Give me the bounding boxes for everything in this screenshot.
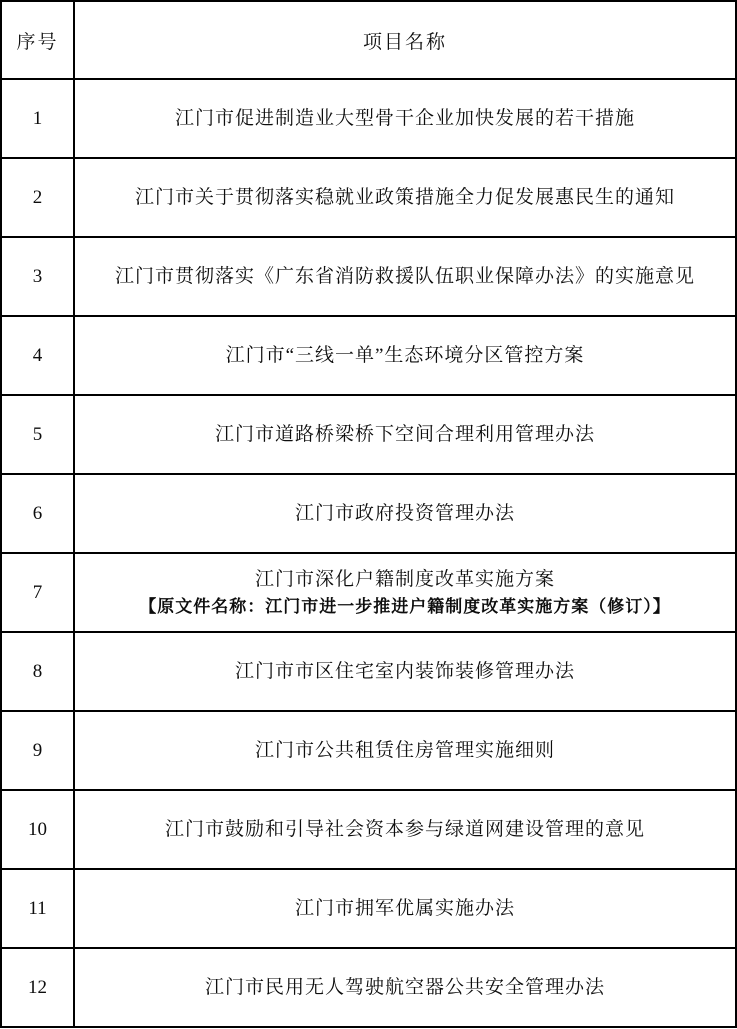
row-number-cell: 9 (1, 711, 74, 790)
project-name-cell (74, 395, 736, 474)
project-title: 江门市公共租赁住房管理实施细则 (254, 739, 555, 761)
row-number-cell: 11 (1, 869, 74, 948)
project-name-cell (74, 474, 736, 553)
project-title: 江门市民用无人驾驶航空器公共安全管理办法 (204, 976, 605, 998)
table-row (1, 869, 736, 948)
project-title: 江门市深化户籍制度改革实施方案 (254, 569, 555, 591)
project-title: 江门市市区住宅室内装饰装修管理办法 (234, 660, 575, 682)
project-name-cell (74, 869, 736, 948)
project-subtitle: 【原文件名称：江门市进一步推进户籍制度改革实施方案（修订）】 (139, 596, 671, 616)
header-serial-number: 序号 (1, 1, 74, 79)
header-project-name: 项目名称 (74, 1, 736, 79)
row-number-cell: 12 (1, 948, 74, 1027)
table-row (1, 158, 736, 237)
table-row (1, 316, 736, 395)
project-name-cell (74, 632, 736, 711)
project-title: 江门市促进制造业大型骨干企业加快发展的若干措施 (174, 107, 635, 129)
project-title: 江门市贯彻落实《广东省消防救援队伍职业保障办法》的实施意见 (114, 265, 695, 287)
table-row (1, 790, 736, 869)
project-name-cell (74, 158, 736, 237)
table-row (1, 79, 736, 158)
table-row (1, 948, 736, 1027)
row-number-cell: 4 (1, 316, 74, 395)
project-title: 江门市“三线一单”生态环境分区管控方案 (225, 344, 585, 366)
table-row (1, 632, 736, 711)
project-name-cell (74, 711, 736, 790)
project-title: 江门市道路桥梁桥下空间合理利用管理办法 (214, 423, 595, 445)
row-number-cell: 1 (1, 79, 74, 158)
project-title: 江门市拥军优属实施办法 (294, 897, 515, 919)
table-row (1, 395, 736, 474)
row-number-cell: 8 (1, 632, 74, 711)
table-header-row (1, 1, 736, 79)
project-name-cell (74, 79, 736, 158)
row-number-cell: 7 (1, 553, 74, 632)
project-name-cell (74, 790, 736, 869)
row-number-cell: 2 (1, 158, 74, 237)
row-number-cell: 3 (1, 237, 74, 316)
table-row (1, 711, 736, 790)
row-number-cell: 10 (1, 790, 74, 869)
project-title: 江门市关于贯彻落实稳就业政策措施全力促发展惠民生的通知 (134, 186, 675, 208)
row-number-cell: 5 (1, 395, 74, 474)
row-number-cell: 6 (1, 474, 74, 553)
project-name-cell (74, 316, 736, 395)
project-title: 江门市鼓励和引导社会资本参与绿道网建设管理的意见 (164, 818, 645, 840)
project-name-cell (74, 553, 736, 632)
project-name-cell (74, 237, 736, 316)
project-name-cell (74, 948, 736, 1027)
table-row (1, 474, 736, 553)
table-row (1, 237, 736, 316)
table-row (1, 553, 736, 632)
project-title: 江门市政府投资管理办法 (294, 502, 515, 524)
